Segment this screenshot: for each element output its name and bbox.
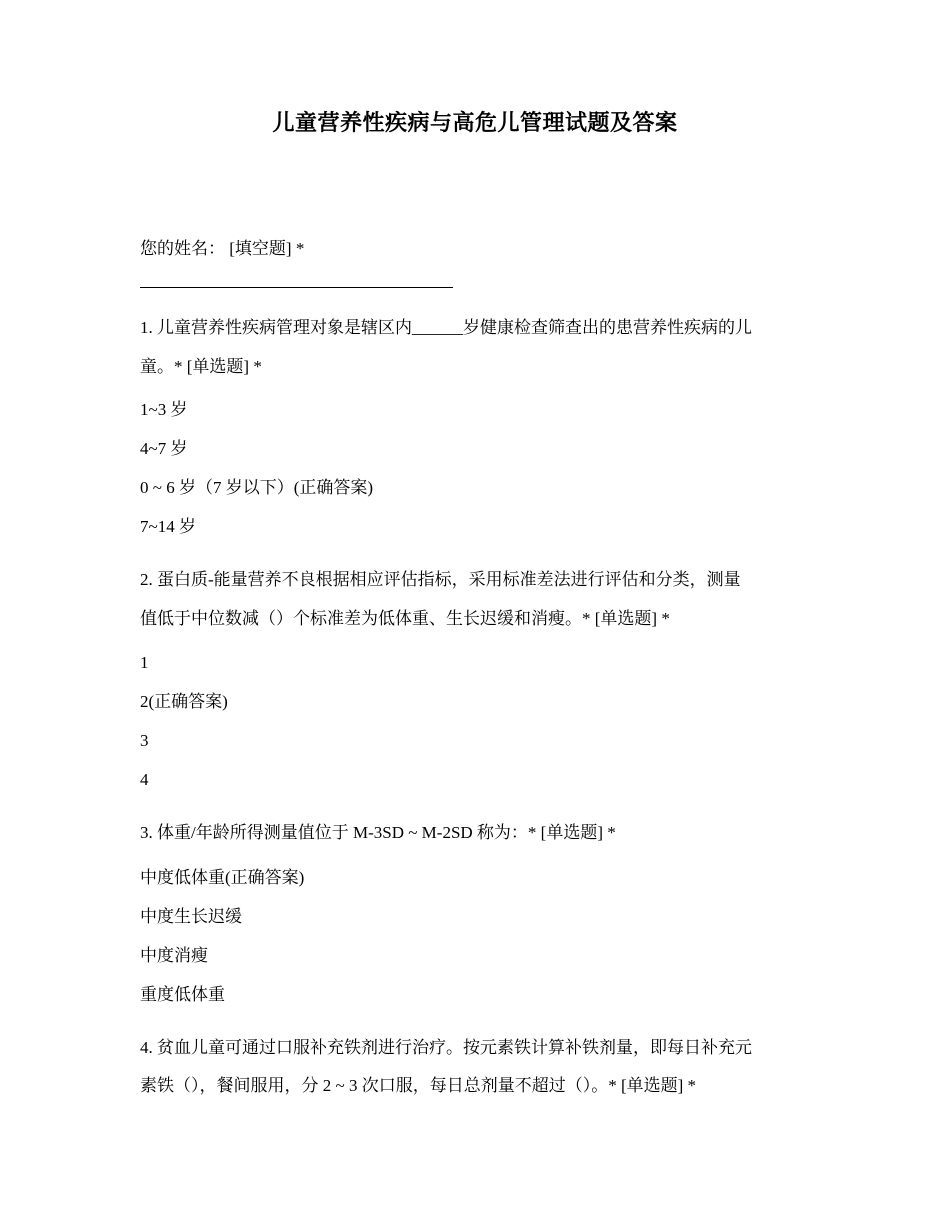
question-3-option-c: 中度消瘦 xyxy=(140,946,208,965)
name-prompt: 您的姓名： [填空题] * xyxy=(140,239,305,258)
question-4-text-line-2: 素铁（），餐间服用，分 2 ~ 3 次口服，每日总剂量不超过（）。* [单选题] * xyxy=(140,1076,697,1095)
question-2-option-d: 4 xyxy=(140,770,149,789)
question-3-option-a: 中度低体重(正确答案) xyxy=(140,868,305,887)
question-3-option-d: 重度低体重 xyxy=(140,985,225,1004)
question-2-option-a: 1 xyxy=(140,653,149,672)
question-2-text-line-1: 2. 蛋白质-能量营养不良根据相应评估指标，采用标准差法进行评估和分类，测量 xyxy=(140,570,741,589)
question-1-text-line-1: 1. 儿童营养性疾病管理对象是辖区内______岁健康检查筛查出的患营养性疾病的儿 xyxy=(140,318,752,337)
question-1-option-d: 7~14 岁 xyxy=(140,517,196,536)
question-1-option-a: 1~3 岁 xyxy=(140,400,188,419)
question-2-text-line-2: 值低于中位数减（）个标准差为低体重、生长迟缓和消瘦。* [单选题] * xyxy=(140,609,670,628)
question-3-option-b: 中度生长迟缓 xyxy=(140,907,242,926)
question-1-text-line-2: 童。* [单选题] * xyxy=(140,357,262,376)
document-title: 儿童营养性疾病与高危儿管理试题及答案 xyxy=(272,111,678,136)
name-answer-blank xyxy=(140,287,453,288)
question-4-text-line-1: 4. 贫血儿童可通过口服补充铁剂进行治疗。按元素铁计算补铁剂量，即每日补充元 xyxy=(140,1038,752,1057)
question-1-option-b: 4~7 岁 xyxy=(140,439,188,458)
question-1-option-c: 0 ~ 6 岁（7 岁以下）(正确答案) xyxy=(140,478,374,497)
question-2-option-b: 2(正确答案) xyxy=(140,692,228,711)
question-2-option-c: 3 xyxy=(140,731,149,750)
question-3-text: 3. 体重/年龄所得测量值位于 M-3SD ~ M-2SD 称为：* [单选题] * xyxy=(140,823,616,842)
